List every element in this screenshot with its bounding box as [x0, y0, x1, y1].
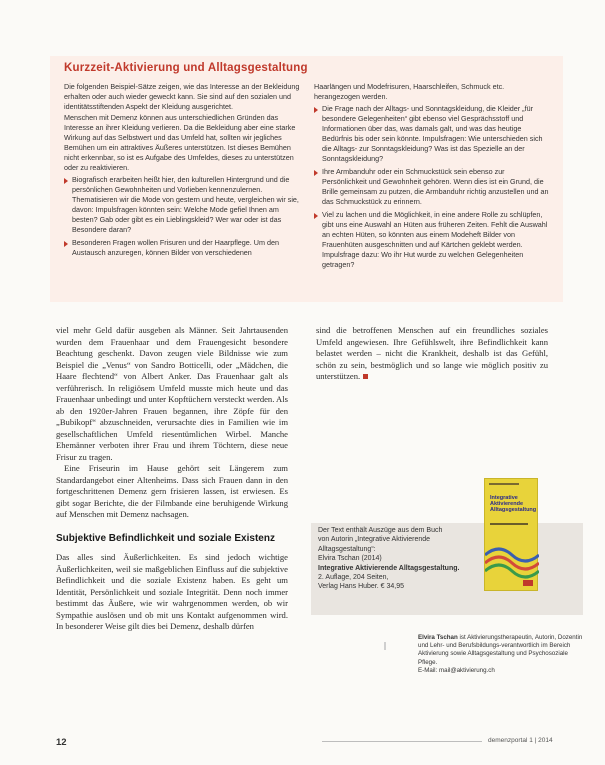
cover-subtitle-line: [490, 523, 528, 525]
author-caption: [418, 634, 586, 675]
box-bullet: Ihre Armbanduhr oder ein Schmuckstück sein ebenso zur Persönlichkeit und Gewohnheit gehören. Wenn dies ist ein Grund, die Brille gemeinsam zu putzen, die Armbanduhr richtig anzustellen und an das Schmuckstück zu erinnern.: [314, 167, 550, 207]
book-title: Integrative Aktivierende Alltagsgestaltung.: [318, 564, 460, 572]
box-left-column: [64, 82, 300, 261]
article-paragraph: sind die betroffenen Menschen auf ein freundliches soziales Umfeld angewiesen. Ihre Gefühlswelt, ihre Befindlichkeit kann belastet werden – nicht die Krankheit, deshalb ist das Gefühl, schön zu sein, bestmöglich und so lange wie möglich positiv zu unterstützen.: [316, 325, 548, 381]
box-right-column: [314, 82, 550, 273]
end-mark-icon: [363, 374, 368, 379]
publisher-logo-icon: [523, 580, 533, 586]
book-edition: 2. Auflage, 204 Seiten,: [318, 574, 389, 582]
article-paragraph: viel mehr Geld dafür ausgeben als Männer. Seit Jahrtausenden wurden dem Frauenhaar und dem Frauengesicht besondere Beachtung geschenkt. Davon zeugen viele Bildnisse wie zum Beispiel die „Venus“ von Sandro Botticelli, oder „Mädchen, die Haare flechtend“ von Albert Anker. Das Frauenhaar galt als verführerisch. In religiösem Umfeld musste mich heute und das Frauenhaar unbedingt und unter Kopftüchern versteckt werden. Als ab den 1920er-Jahren Frauen begannen, ihre Zöpfe für den „Bubikopf“ abzuschneiden, verursachte dies in Familien wie im gesellschaftlichen Umfeld riesentümlichen Wirbel. Manche Ehemänner verboten ihrer Frau und ihrem Töchtern, diese neue Frisur zu tragen.: [56, 325, 288, 462]
article-right-column: [316, 325, 548, 383]
article-left-column: [56, 325, 288, 633]
footer-rule: [322, 741, 482, 742]
box-bullet: Die Frage nach der Alltags- und Sonntagskleidung, die Kleider „für besondere Gelegenheiten“ gibt ebenso viel Gesprächsstoff und Informationen über das, was damals galt, und was das heutige Bedürfnis bis oder sein könnte. Impulsfragen: Wie unterschieden sich die Alltags- zur Sonntagskleidung? Was ist das Spezielle an der Sonntagskleidung?: [314, 104, 550, 164]
book-publisher: Verlag Hans Huber. € 34,95: [318, 583, 405, 591]
author-bio: ist Aktivierungstherapeutin, Autorin, Dozentin und Lehr- und Berufsbildungs-verantwortlich im Bereich Aktivierung sowie Alltagsgestaltung und Psychosoziale Pflege.: [418, 634, 583, 666]
divider: [384, 642, 386, 650]
section-heading: Subjektive Befindlichkeit und soziale Existenz: [56, 532, 275, 544]
page-number: 12: [56, 737, 67, 748]
box-paragraph: Die folgenden Beispiel-Sätze zeigen, wie das Interesse an der Bekleidung erhalten oder auch wieder geweckt kann. Sie sind auf den sozialen und identitätsstiftenden Aspekt der Kleidung ausgerichtet.: [64, 82, 300, 111]
book-line: Alltagsgestaltung“:: [318, 545, 376, 553]
book-text: [318, 526, 468, 592]
author-email: E-Mail: mail@aktivierung.ch: [418, 666, 495, 674]
book-line: von Autorin „Integrative Aktivierende: [318, 536, 431, 544]
cover-wave-icon: [485, 535, 539, 585]
footer-source: demenzportal 1 | 2014: [488, 737, 553, 744]
box-bullet: Viel zu lachen und die Möglichkeit, in eine andere Rolle zu schlüpfen, gibt uns eine Auswahl an Hüten aus früheren Zeiten. Fehlt die Auswahl an echten Hüten, so könnten aus einem Modeheft Bilder von Frauenhüten ausgeschnitten und auf Kärtchen geklebt werden. Impulsfrage dazu: Wo ihr Hut wurde zu welchen Gelegenheiten getragen?: [314, 210, 550, 270]
info-box: [50, 56, 563, 302]
article-paragraph: Eine Friseurin im Hause gehört seit Längerem zum Standardangebot einer Altenheims. Dass sich Frauen dann in den fortgeschrittenen Demenz gern frisieren lassen, ist erwiesen. Es gibt sogar Berichte, die der Filmbande eine beruhigende Wirkung auf Menschen mit Demenz nachsagen.: [56, 463, 288, 519]
article-paragraph: Das alles sind Äußerlichkeiten. Es sind jedoch wichtige Äußerlichkeiten, weil sie maßgeblichen Einfluss auf die subjektive Befindlichkeit und die soziale Existenz haben. Es geht um Identität, Persönlichkeit und soziale Integrität. Denn noch immer bestimmt das Äußere, wie wir wahrgenommen werden, ob wir Sympathie auslösen und ob mit uns Kontakt aufgenommen wird. In besonderer Weise gilt dies bei Demenz, deshalb dürfen: [56, 552, 288, 631]
book-info-box: [311, 495, 583, 615]
book-author: Elvira Tschan (2014): [318, 555, 382, 563]
book-cover-image: [484, 478, 538, 591]
cover-author: [489, 483, 519, 485]
author-name: Elvira Tschan: [418, 634, 458, 641]
box-title: Kurzzeit-Aktivierung und Alltagsgestaltung: [64, 62, 308, 74]
book-line: Der Text enthält Auszüge aus dem Buch: [318, 527, 443, 534]
cover-title: Integrative Aktivierende Alltagsgestaltung: [490, 495, 537, 514]
box-paragraph: Menschen mit Demenz können aus unterschiedlichen Gründen das Interesse an ihrer Kleidung verlieren. Da die Bekleidung aber eine starke Wirkung auf das Selbstwert und das Umfeld hat, sollten wir jegliches Bemühen um ein attraktives Äußeres unterstützen. Ist dieses Bemühen nicht erkennbar, so ist es Aufgabe des Umfeldes, dieses zu unterstützen oder zu reaktivieren.: [64, 113, 296, 172]
box-bullet: Besonderen Fragen wollen Frisuren und der Haarpflege. Um den Austausch anzuregen, können Bilder von verschiedenen: [64, 238, 300, 258]
box-paragraph: Haarlängen und Modefrisuren, Haarschleifen, Schmuck etc. herangezogen werden.: [314, 82, 505, 101]
box-bullet: Biografisch erarbeiten heißt hier, den kulturellen Hintergrund und die persönlichen Gewohnheiten und Vorlieben kennenzulernen. Thematisieren wir die Mode von gestern und heute, vergleichen wir sie, davon: Impulsfragen könnten sein: Welche Mode gefiel Ihnen am besten? Gab oder gibt es ein Lieblingskleid? Wer war oder ist das Besondere daran?: [64, 175, 300, 235]
